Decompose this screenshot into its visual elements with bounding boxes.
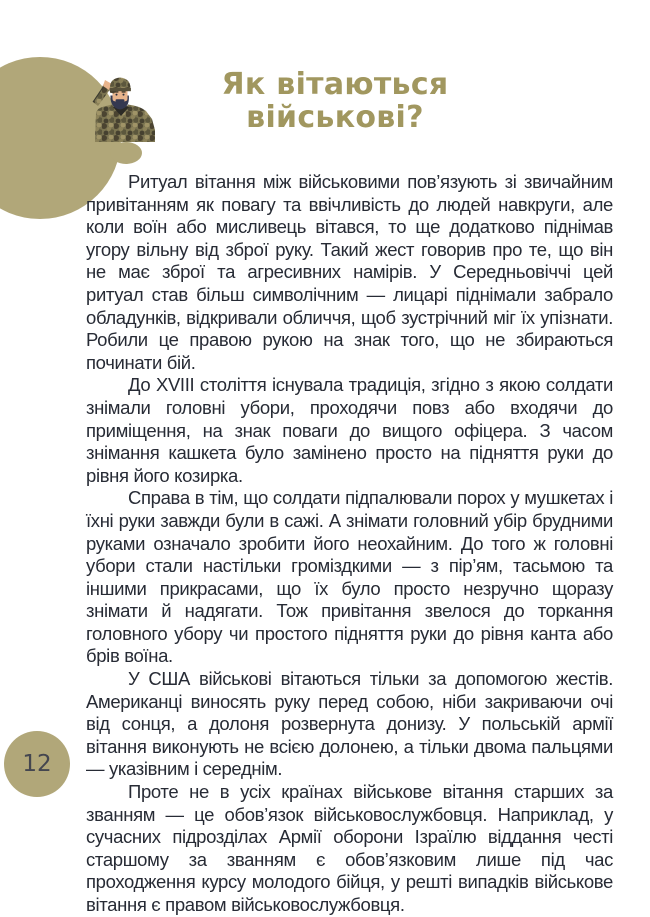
page-number-badge	[4, 731, 70, 797]
page-number: 12	[22, 751, 52, 777]
paragraph-3: Справа в тім, що солдати підпалювали порох у мушкетах і їхні руки завжди були в сажі. А знімати головний убір брудними руками означало зробити його неохайним. До того ж головні убори стали настільки громіздкими — з пір’ям, тасьмою та іншими прикрасами, що їх було просто незручно щоразу знімати й надягати. Тож привітання звелося до торкання головного убору чи простого підняття руки до рівня канта або брів воїна.	[86, 487, 613, 667]
body-text	[86, 171, 613, 917]
page-title-line2: військові?	[246, 100, 424, 135]
soldier-base-shape	[110, 142, 142, 164]
page-title-line1: Як вітаються	[221, 67, 449, 102]
paragraph-1: Ритуал вітання між військовими пов’язують зі звичайним привітанням як повагу та ввічливість до людей навкруги, але коли воїн або мисливець вітався, то ще додатково піднімав угору вільну від зброї руку. Такий жест говорив про те, що він не має зброї та агресивних намірів. У Середньовіччі цей ритуал став більш символічним — лицарі піднімали забрало обладунків, відкривали обличчя, щоб зустрічний міг їх упізнати. Робили це правою рукою на знак того, що не збираються починати бій.	[86, 171, 613, 373]
paragraph-5: Проте не в усіх країнах військове вітання старших за званням — це обов’язок військовослужбовця. Наприклад, у сучасних підрозділах Армії оборони Ізраїлю віддання честі старшому за званням є обов’язковим лише під час проходження курсу молодого бійця, у решті випадків військове вітання є правом військовослужбовця.	[86, 781, 613, 915]
page-title	[105, 68, 565, 134]
paragraph-2: До XVIII століття існувала традиція, згідно з якою солдати знімали головні убори, проходячи повз або входячи до приміщення, на знак поваги до вищого офіцера. З часом знімання кашкета було замінено просто на підняття руки до рівня його козирка.	[86, 374, 613, 486]
paragraph-4: У США військові вітаються тільки за допомогою жестів. Американці виносять руку перед собою, ніби закриваючи очі від сонця, а долоня розвернута донизу. У польській армії вітання виконують не всією долонею, а тільки двома пальцями — указівним і середнім.	[86, 668, 613, 780]
